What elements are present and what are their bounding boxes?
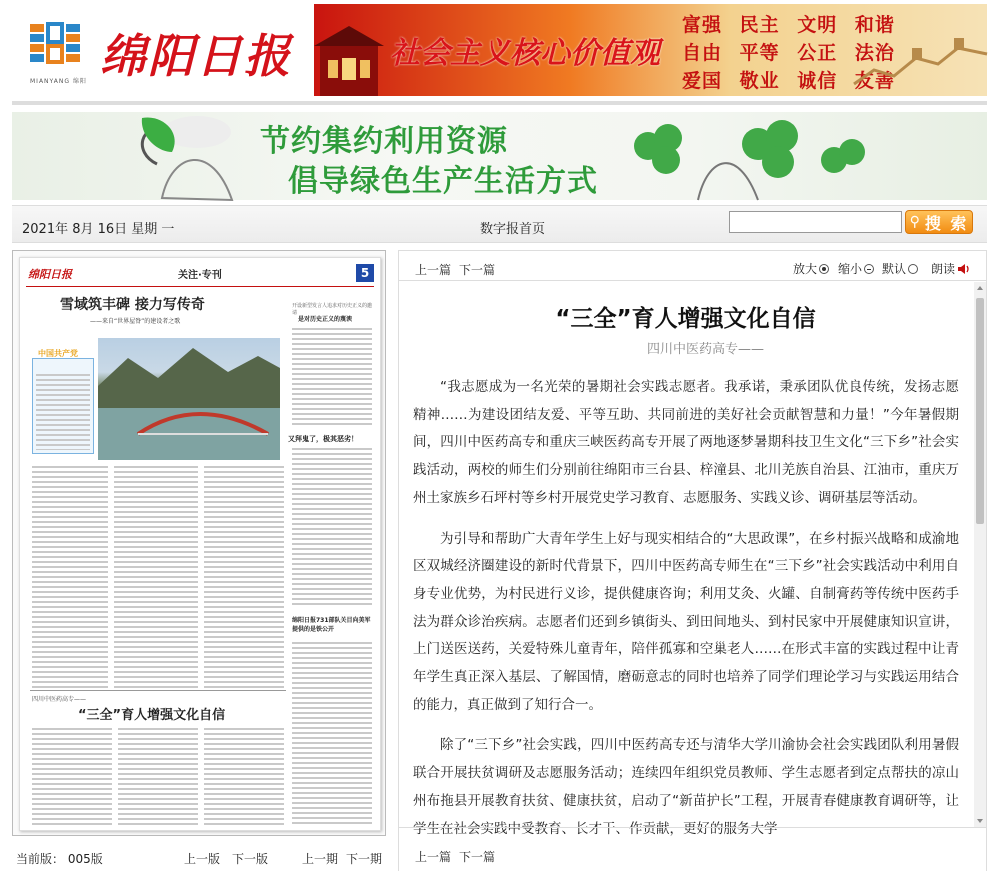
current-page-label: 当前版： 005版 xyxy=(16,852,103,866)
page-navigation xyxy=(12,848,386,868)
thumb-mid-headline[interactable]: 又拜鬼了，极其恶劣！ xyxy=(288,435,358,443)
values-row-3: 爱国 敬业 诚信 友善 xyxy=(682,70,895,92)
prev-article-link-bottom[interactable]: 上一篇 xyxy=(415,850,452,864)
gate-tower-icon xyxy=(314,4,384,96)
thumb-side-headline[interactable]: 是对历史正义的蔑谀 xyxy=(298,316,353,323)
thumb-text-column xyxy=(32,466,108,688)
thumb-text-column xyxy=(204,466,284,688)
thumb-header-rule xyxy=(26,286,374,287)
zoom-in-icon xyxy=(819,264,829,274)
green-lifestyle-banner[interactable] xyxy=(12,112,987,200)
thumb-page-badge: 5 xyxy=(356,264,374,282)
thumb-lead-subhead: ——来自“世界屋脊”的建设者之歌 xyxy=(90,318,181,325)
zoom-in-label: 放大 xyxy=(793,262,818,276)
search-icon: ⚲ xyxy=(909,214,922,230)
thumb-paper-name: 绵阳日报 xyxy=(28,268,72,281)
zoom-out-icon xyxy=(864,264,874,274)
article-paragraph: 除了“三下乡”社会实践，四川中医药高专还与清华大学川渝协会社会实践团队利用暑假联合开展扶贫调研及志愿服务活动；连续四年组织党员教师、学生志愿者到定点帮扶的凉山州布拖县开展教育扶贫、健康扶贫，启动了“新苗护长”工程，开展青春健康教育调研等，让学生在社会实践中受教育、长才干、作贡献，更好的服务大学 xyxy=(413,737,959,837)
prev-issue-link[interactable]: 上一期 xyxy=(302,852,339,866)
thumb-side-headline-2[interactable]: 绵阳日报731部队关目向美军提供的是铁公开 xyxy=(292,617,371,633)
thumb-article-kicker: 四川中医药高专—— xyxy=(32,696,87,703)
logo-mark-icon xyxy=(28,20,84,76)
values-row-2: 自由 平等 公正 法治 xyxy=(682,42,895,64)
thumb-text-column xyxy=(118,728,198,826)
scrollbar-thumb[interactable] xyxy=(976,298,984,524)
site-logo[interactable] xyxy=(28,14,298,84)
article-panel xyxy=(398,250,987,871)
thumb-text-column xyxy=(114,466,198,688)
prev-page-link[interactable]: 上一版 xyxy=(184,852,221,866)
next-article-link-bottom[interactable]: 下一篇 xyxy=(459,850,496,864)
banner-divider xyxy=(12,101,987,105)
next-issue-link[interactable]: 下一期 xyxy=(346,852,383,866)
article-byline: 四川中医药高专—— xyxy=(646,342,764,357)
girl-with-leaf-icon xyxy=(102,112,272,200)
article-content-area[interactable] xyxy=(399,282,986,837)
scroll-down-arrow-icon[interactable] xyxy=(974,815,986,827)
banner-slogan: 社会主义核心价值观 xyxy=(390,36,660,71)
article-bottom-nav xyxy=(399,827,986,872)
thumb-text-column xyxy=(36,374,90,450)
green-slogan-line-2: 倡导绿色生产生活方式 xyxy=(288,164,598,199)
thumb-section-name: 关注·专刊 xyxy=(178,270,222,281)
green-slogan-line-1: 节约集约利用资源 xyxy=(260,124,508,159)
article-toolbar xyxy=(399,251,986,281)
thumb-article-rule xyxy=(30,690,286,691)
speaker-icon xyxy=(957,263,971,275)
read-aloud-button[interactable] xyxy=(931,260,971,277)
bridge-photo-icon xyxy=(98,338,280,460)
page-thumbnail-panel xyxy=(12,250,386,836)
default-size-icon xyxy=(908,264,918,274)
prev-article-link[interactable]: 上一篇 xyxy=(415,263,452,277)
great-wall-icon xyxy=(854,4,987,96)
article-scrollbar[interactable] xyxy=(974,282,986,827)
search-button[interactable] xyxy=(905,210,973,234)
thumb-bridge-photo[interactable] xyxy=(98,338,280,460)
digital-paper-home-link[interactable]: 数字报首页 xyxy=(480,222,546,237)
search-button-label: 搜 索 xyxy=(924,213,969,233)
thumb-text-column xyxy=(292,328,372,428)
thumb-text-column xyxy=(32,728,112,826)
zoom-out-label: 缩小 xyxy=(838,262,863,276)
issue-date: 2021年 8月 16日 星期 一 xyxy=(22,222,175,237)
next-article-link[interactable]: 下一篇 xyxy=(459,263,496,277)
core-values-banner[interactable] xyxy=(314,4,987,96)
thumb-article-headline[interactable]: “三全”育人增强文化自信 xyxy=(78,708,226,723)
article-paragraph: “我志愿成为一名光荣的暑期社会实践志愿者。我承诺，秉承团队优良传统，发扬志愿精神……为建设团结友爱、平等互助、共同前进的美好社会贡献智慧和力量！”今年暑假期间，四川中医药高专和重庆三峡医药高专开展了两地逐梦暑期科技卫生文化“三下乡”社会实践活动，两校的师生们分别前往绵阳市三台县、梓潼县、北川羌族自治县、江油市，重庆万州土家族乡石坪村等乡村开展党史学习教育、志愿服务、实践义诊、调研基层等活动。 xyxy=(413,379,959,506)
search-input[interactable] xyxy=(729,211,902,233)
scroll-up-arrow-icon[interactable] xyxy=(974,282,986,294)
logo-text: 绵阳日报 xyxy=(100,29,292,83)
read-aloud-label: 朗读 xyxy=(931,262,956,276)
default-size-button[interactable] xyxy=(882,260,918,277)
zoom-out-button[interactable] xyxy=(838,260,874,277)
thumb-side-kicker: 开设新型发言人追求对历史正义的邀请 xyxy=(292,303,373,316)
thumb-text-column xyxy=(292,448,372,608)
article-title: “三全”育人增强文化自信 xyxy=(555,306,816,332)
values-row-1: 富强 民主 文明 和谐 xyxy=(682,14,895,36)
article-body xyxy=(413,374,959,856)
clover-leaves-icon xyxy=(608,116,878,200)
thumb-text-column xyxy=(292,642,372,824)
logo-subtitle: MIANYANG 绵阳 xyxy=(30,78,87,85)
thumb-text-column xyxy=(204,728,284,826)
zoom-in-button[interactable] xyxy=(793,260,829,277)
thumb-feature-tag: 中国共产党 xyxy=(38,349,78,358)
thumb-lead-headline[interactable]: 雪域筑丰碑 接力写传奇 xyxy=(60,297,205,313)
date-bar xyxy=(12,205,987,243)
article-paragraph: 为引导和帮助广大青年学生上好与现实相结合的“大思政课”，在乡村振兴战略和成渝地区双城经济圈建设的新时代背景下，四川中医药高专师生在“三下乡”社会实践活动中利用自身专业优势，为村民进行义诊，提供健康咨询；利用艾灸、火罐、自制膏药等传统中医药手法为群众诊治疾病。志愿者们还到乡镇街头、到田间地头、到村民家中开展健康知识宣讲，上门送医送药，关爱特殊儿童青年，陪伴孤寡和空巢老人……在形式丰富的实践过程中让青年学生真正深入基层、了解国情，磨砺意志的同时也培养了同学们理论学习与实践运用结合的能力，真正做到了知行合一。 xyxy=(413,530,959,713)
default-size-label: 默认 xyxy=(882,262,907,276)
next-page-link[interactable]: 下一版 xyxy=(232,852,269,866)
newspaper-page-thumbnail[interactable] xyxy=(19,257,381,831)
